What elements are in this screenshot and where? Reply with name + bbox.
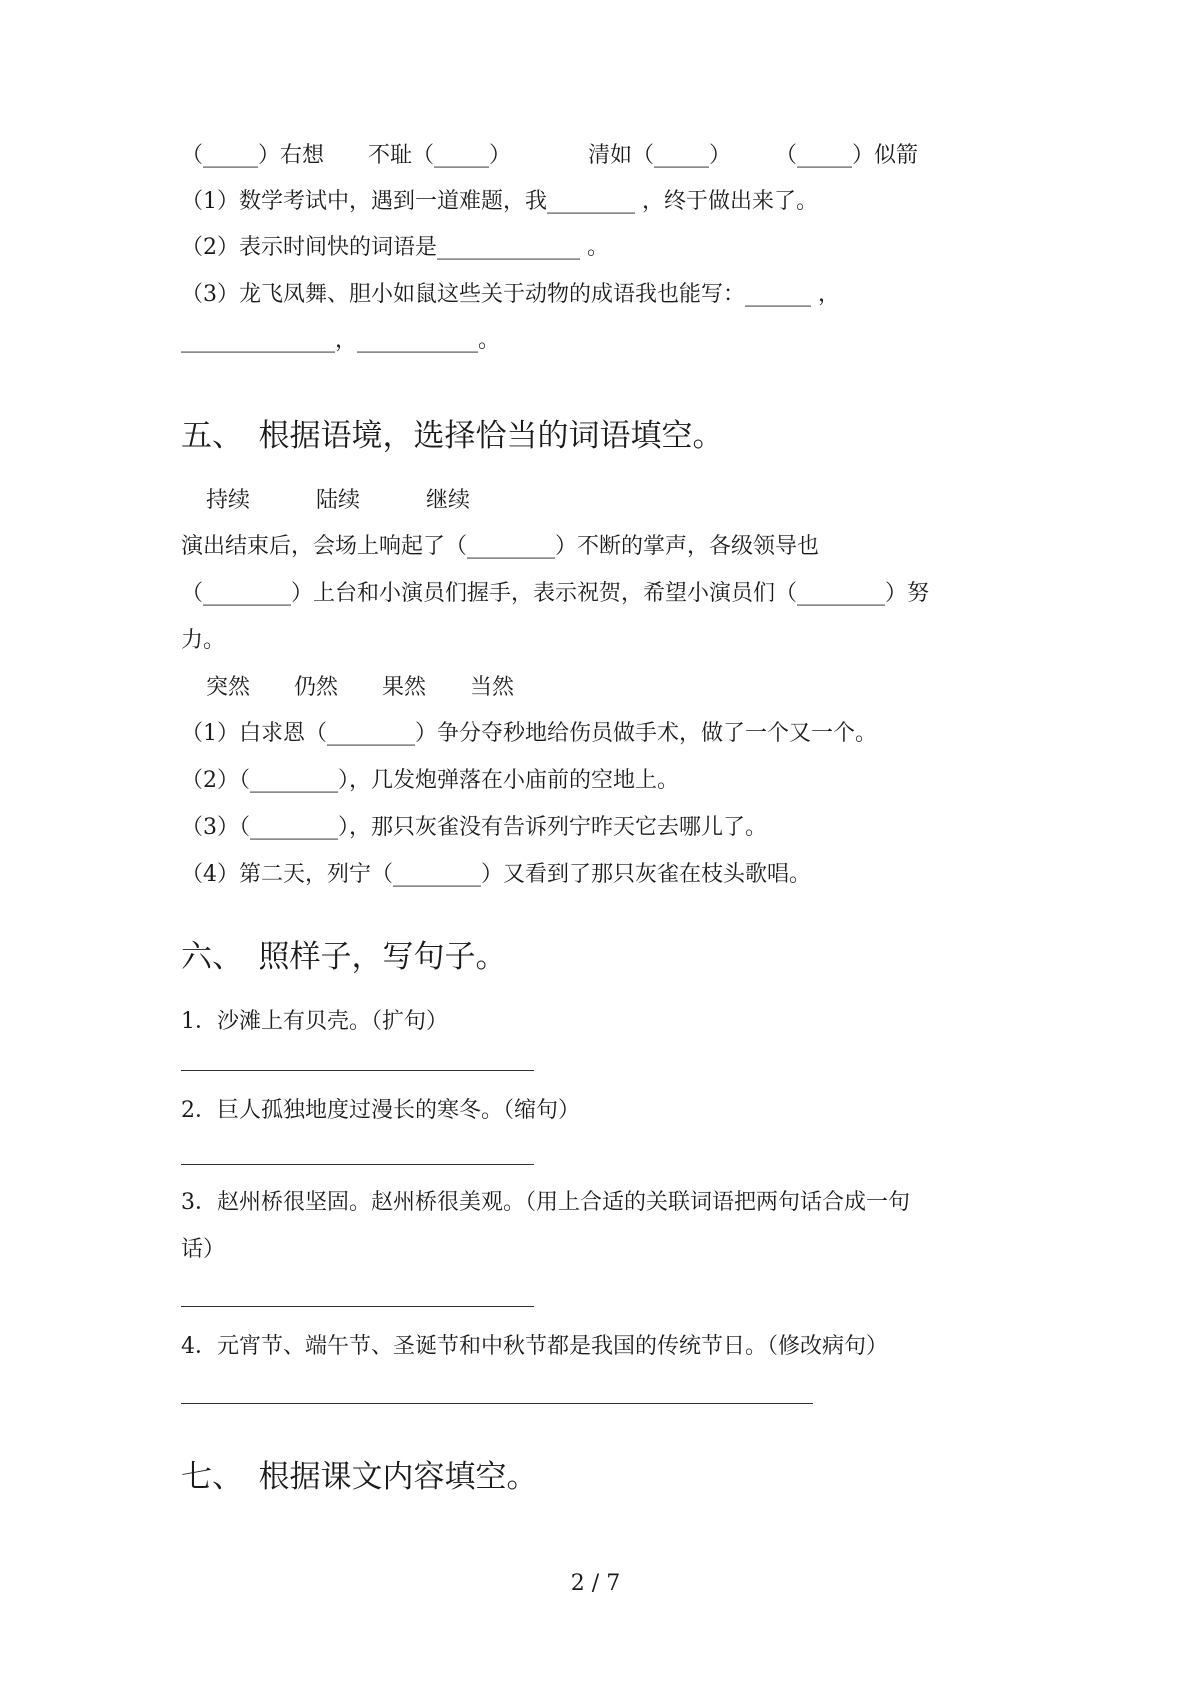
passage-line-3: 力。	[181, 628, 226, 653]
idioms-row: （_____）右想 不耻（_____） 清如（_____） （_____）似箭	[181, 143, 919, 168]
s5-question-3: （3）（________），那只灰雀没有告诉列宁昨天它去哪儿了。	[181, 815, 767, 840]
s5-question-4: （4）第二天，列宁（________）又看到了那只灰雀在枝头歌唱。	[181, 862, 811, 887]
answer-line-3[interactable]	[181, 1306, 534, 1307]
section-6-heading: 六、 照样子，写句子。	[181, 939, 507, 975]
s4-question-1: （1）数学考试中，遇到一道难题，我________ ，终于做出来了。	[181, 189, 818, 214]
s5-question-2: （2）（________），几发炮弹落在小庙前的空地上。	[181, 768, 679, 793]
answer-line-1[interactable]	[181, 1070, 534, 1071]
s6-question-4: 4．元宵节、端午节、圣诞节和中秋节都是我国的传统节日。（修改病句）	[181, 1334, 888, 1359]
answer-line-4[interactable]	[181, 1403, 813, 1404]
s4-question-2: （2）表示时间快的词语是_____________ 。	[181, 235, 609, 260]
section-7-heading: 七、 根据课文内容填空。	[181, 1459, 538, 1495]
page-number: 2 / 7	[570, 1571, 621, 1596]
s4-question-3-continued: ______________，___________。	[181, 328, 501, 353]
s4-question-3: （3）龙飞凤舞、胆小如鼠这些关于动物的成语我也能写：______ ，	[181, 282, 840, 307]
word-bank-a: 持续 陆续 继续	[206, 488, 471, 513]
passage-line-1: 演出结束后，会场上响起了（________）不断的掌声，各级领导也	[181, 534, 820, 559]
answer-line-2[interactable]	[181, 1164, 534, 1165]
s6-question-2: 2．巨人孤独地度过漫长的寒冬。（缩句）	[181, 1098, 580, 1123]
s6-question-1: 1．沙滩上有贝壳。（扩句）	[181, 1009, 448, 1034]
s6-question-3-line-2: 话）	[181, 1237, 226, 1262]
s5-question-1: （1）白求恩（________）争分夺秒地给伤员做手术，做了一个又一个。	[181, 721, 877, 746]
section-5-heading: 五、 根据语境，选择恰当的词语填空。	[181, 418, 724, 454]
s6-question-3-line-1: 3．赵州桥很坚固。赵州桥很美观。（用上合适的关联词语把两句话合成一句	[181, 1190, 910, 1215]
word-bank-b: 突然 仍然 果然 当然	[206, 675, 515, 700]
passage-line-2: （________）上台和小演员们握手，表示祝贺，希望小演员们（________）努	[181, 581, 930, 606]
